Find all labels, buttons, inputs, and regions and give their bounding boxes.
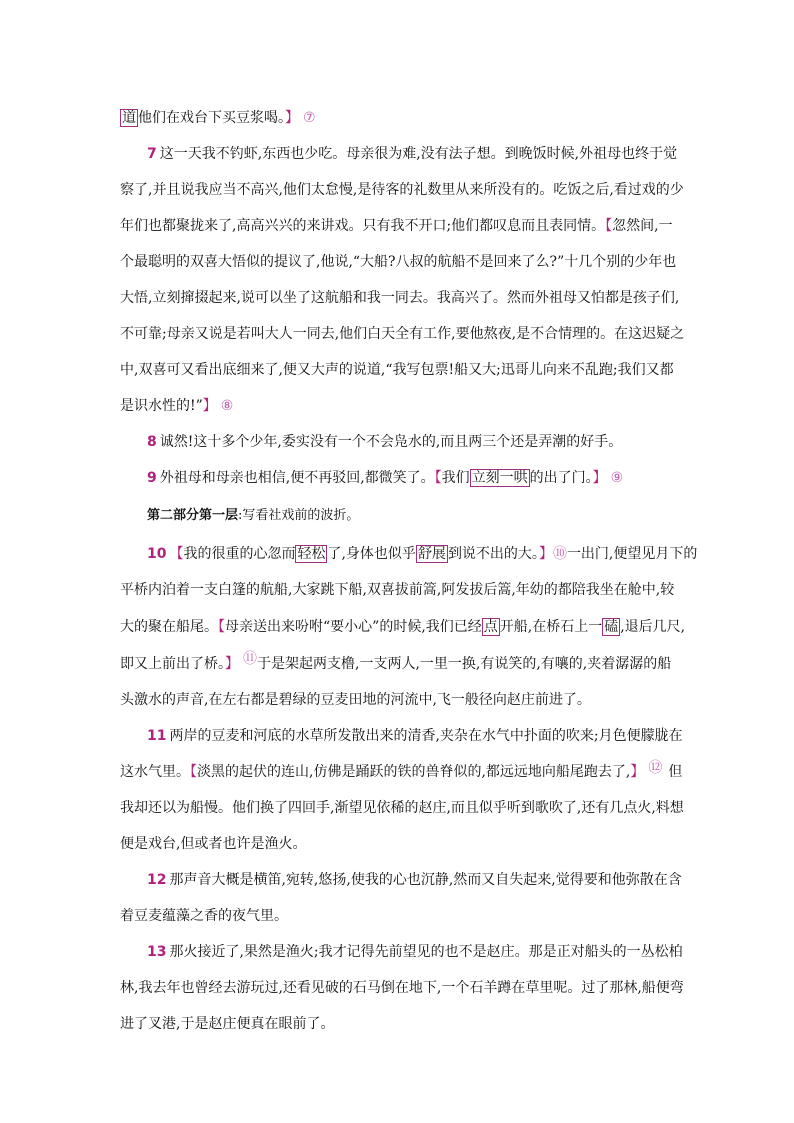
bracket-close: 】 <box>225 656 239 672</box>
text-line <box>120 580 674 600</box>
bracket-close: 】 <box>202 398 217 414</box>
text-segment: 于是架起两支橹,一支两人,一里一换,有说笑的,有嚷的,夹着潺潺的船 <box>257 656 672 672</box>
paragraph-number: 8 <box>147 434 157 450</box>
text-segment: 淡黑的起伏的连山,仿佛是踊跃的铁的兽脊似的,都远远地向船尾跑去了, <box>197 764 631 780</box>
text-line <box>147 544 697 564</box>
text-line <box>120 906 288 926</box>
text-segment: 他们在戏台下买豆浆喝。 <box>138 110 285 126</box>
text-line <box>120 690 591 710</box>
text-segment: 是识水性的!” <box>120 398 203 414</box>
text-segment: 中,双喜可又看出底细来了,便又大声的说道,“我写包票!船又大;迅哥儿向来不乱跑;我们又都 <box>120 362 674 378</box>
text-line <box>147 468 623 488</box>
text-segment: 两岸的豆麦和河底的水草所发散出来的清香,夹杂在水气中扑面的吹来;月色便朦胧在 <box>169 728 683 744</box>
text-line <box>120 288 679 308</box>
bracket-close: 】 <box>592 470 607 486</box>
bracket-open: 【 <box>190 764 197 780</box>
text-segment: 那声音大概是横笛,宛转,悠扬,使我的心也沉静,然而又自失起来,觉得要和他弥散在含 <box>169 872 682 888</box>
text-segment: 的出了门。 <box>529 470 593 486</box>
text-line <box>120 834 306 854</box>
text-line <box>147 726 683 746</box>
bracket-open: 【 <box>605 218 613 234</box>
boxed-word: 磕 <box>604 619 619 635</box>
text-segment: 开船,在桥石上一 <box>499 619 603 635</box>
bracket-open: 【 <box>169 546 184 562</box>
text-line <box>120 1014 334 1034</box>
annotation-number: ⑫ <box>648 760 663 776</box>
text-line <box>120 324 684 344</box>
text-line <box>120 108 316 128</box>
text-segment: 母亲送出来吩咐“要小心”的时候,我们已经 <box>225 619 482 635</box>
paragraph-number: 7 <box>147 146 157 162</box>
text-line <box>120 617 685 637</box>
annotation-number: ⑩ <box>552 546 567 562</box>
boxed-word: 立刻一哄 <box>471 470 528 486</box>
boxed-word: 舒展 <box>417 546 446 562</box>
text-line <box>120 360 674 380</box>
text-line <box>120 651 672 674</box>
text-segment: 一出门,便望见月下的 <box>566 546 698 562</box>
text-segment: 平桥内泊着一支白篷的航船,大家跳下船,双喜拔前篙,阿发拔后篙,年幼的都陪我坐在舱中,较 <box>120 582 675 598</box>
annotation-number: ⑦ <box>303 110 316 126</box>
boxed-word: 轻松 <box>297 546 326 562</box>
paragraph-number: 11 <box>147 728 167 744</box>
text-segment: 我们 <box>441 470 470 486</box>
text-segment: 但 <box>668 764 683 780</box>
text-segment: 即又上前出了桥。 <box>120 656 225 672</box>
paragraph-number: 9 <box>147 470 157 486</box>
text-segment: 个最聪明的双喜大悟似的提议了,他说,“大船?八叔的航船不是回来了么?”十几个别的少年也 <box>120 254 677 270</box>
text-segment: 忽然间,一 <box>612 218 673 234</box>
paragraph-number: 13 <box>147 944 167 960</box>
text-line <box>120 252 676 272</box>
text-segment: 察了,并且说我应当不高兴,他们太怠慢,是待客的礼数里从来所没有的。吃饭之后,看过戏的少 <box>120 182 684 198</box>
text-segment: 外祖母和母亲也相信,便不再驳回,都微笑了。 <box>159 470 435 486</box>
text-line <box>120 180 684 200</box>
paragraph-number: 12 <box>147 872 167 888</box>
heading-label: 第二部分第一层 <box>147 508 239 523</box>
text-segment: 林,我去年也曾经去游玩过,还看见破的石马倒在地下,一个石羊蹲在草里呢。过了那林,船便弯 <box>120 980 684 996</box>
paragraph-number: 10 <box>147 546 167 562</box>
text-line <box>120 978 684 998</box>
annotation-number: ⑪ <box>243 651 257 667</box>
text-line <box>120 396 233 416</box>
text-line <box>147 432 622 452</box>
text-line <box>120 762 682 782</box>
text-segment: 年们也都聚拢来了,高高兴兴的来讲戏。只有我不开口;他们都叹息而且表同情。 <box>120 218 606 234</box>
text-line <box>147 870 682 890</box>
boxed-word: 道 <box>122 110 136 126</box>
text-segment: ,退后几尺, <box>620 619 686 635</box>
section-heading <box>147 505 359 526</box>
boxed-word: 点 <box>483 619 498 635</box>
bracket-close: 】 <box>538 546 553 562</box>
bracket-close: 】 <box>630 764 645 780</box>
heading-note: :写看社戏前的波折。 <box>238 508 360 523</box>
text-segment: 着豆麦蕴藻之香的夜气里。 <box>120 908 288 924</box>
text-segment: 大悟,立刻撺掇起来,说可以坐了这航船和我一同去。我高兴了。然而外祖母又怕都是孩子们, <box>120 290 680 306</box>
text-segment: 这水气里。 <box>120 764 190 780</box>
text-segment: 我的很重的心忽而 <box>183 546 296 562</box>
text-segment: 我却还以为船慢。他们换了四回手,渐望见依稀的赵庄,而且似乎听到歌吹了,还有几点火,料想 <box>120 800 684 816</box>
text-segment: 到说不出的大。 <box>447 546 539 562</box>
text-segment: 大的聚在船尾。 <box>120 619 218 635</box>
text-segment: 那火接近了,果然是渔火;我才记得先前望见的也不是赵庄。那是正对船头的一丛松柏 <box>169 944 683 960</box>
text-line <box>147 144 677 164</box>
text-segment: 诚然!这十多个少年,委实没有一个不会凫水的,而且两三个还是弄潮的好手。 <box>159 434 623 450</box>
text-segment: 进了叉港,于是赵庄便真在眼前了。 <box>120 1016 335 1032</box>
text-segment: 便是戏台,但或者也许是渔火。 <box>120 836 307 852</box>
text-segment: 头激水的声音,在左右都是碧绿的豆麦田地的河流中,飞一般径向赵庄前进了。 <box>120 692 591 708</box>
annotation-number: ⑨ <box>610 470 624 486</box>
text-segment: 了,身体也似乎 <box>327 546 416 562</box>
text-line <box>147 942 683 962</box>
text-segment: 这一天我不钓虾,东西也少吃。母亲很为难,没有法子想。到晚饭时候,外祖母也终于觉 <box>159 146 678 162</box>
text-line <box>120 216 673 236</box>
bracket-close: 】 <box>285 110 299 126</box>
annotation-number: ⑧ <box>220 398 234 414</box>
text-segment: 不可靠;母亲又说是若叫大人一同去,他们白天全有工作,要他熬夜,是不合情理的。在这迟疑之 <box>120 326 685 342</box>
bracket-open: 【 <box>434 470 442 486</box>
text-line <box>120 798 684 818</box>
bracket-open: 【 <box>218 619 225 635</box>
